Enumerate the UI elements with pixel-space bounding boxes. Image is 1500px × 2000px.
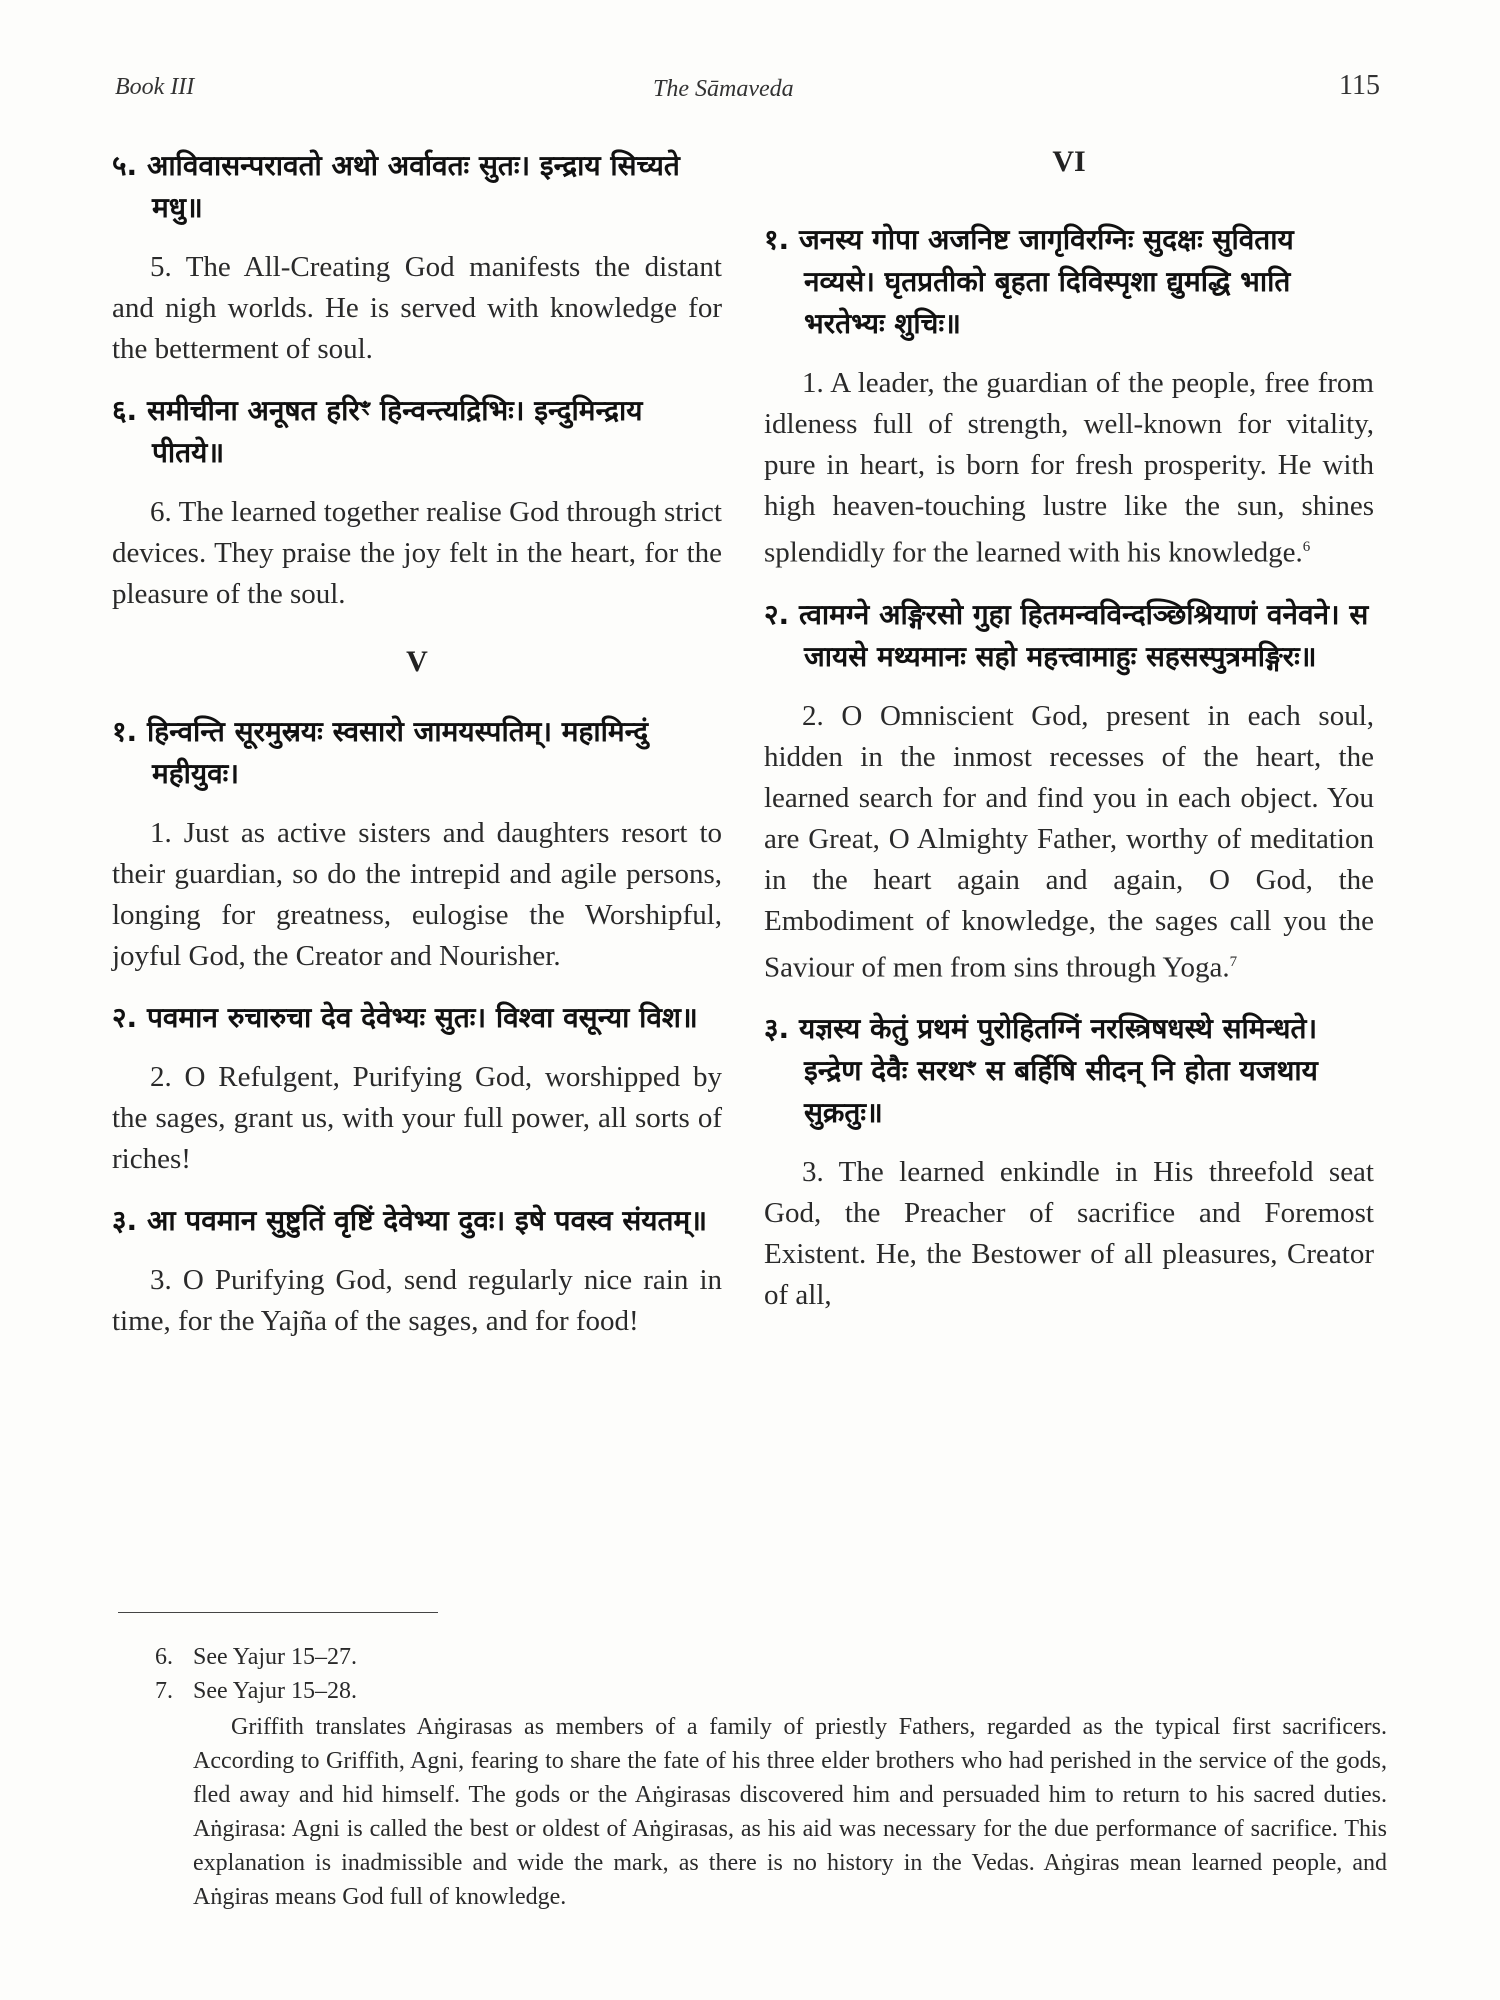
footnotes [155,1640,1387,1914]
right-column [764,145,1374,1336]
section-vi-verse-1-sanskrit: १. जनस्य गोपा अजनिष्ट जागृविरग्निः सुदक्षः सुविताय नव्यसे। घृतप्रतीको बृहता दिविस्पृशा द्युमद्धि भाति भरतेभ्यः शुचिः॥ [764,223,1294,340]
running-title: The Sāmaveda [653,76,794,102]
footnote-text: See Yajur 15–28. [193,1678,358,1704]
verse-text: 1. A leader, the guardian of the people, free from idleness full of strength, well-known for vitality, pure in heart, is born for fresh prosperity. He with high heaven-touching lustre like the sun, shines splendidly for the learned with his knowledge. [764,367,1374,569]
section-v-verse-3-translation: 3. O Purifying God, send regularly nice rain in time, for the Yajña of the sages, and for food! [112,1264,722,1337]
section-vi-verse-1-translation [764,363,1374,574]
footnote-number: 6. [155,1644,173,1670]
footnote-6 [155,1640,1387,1674]
section-vi-verse-3-translation: 3. The learned enkindle in His threefold seat God, the Preacher of sacrifice and Foremost Existent. He, the Bestower of all pleasures, Creator of all, [764,1156,1374,1312]
verse-5-sanskrit: ५. आविवासन्परावतो अथो अर्वावतः सुतः। इन्द्राय सिच्यते मधु॥ [112,149,680,224]
verse-6-translation: 6. The learned together realise God through strict devices. They praise the joy felt in the heart, for the pleasure of the soul. [112,496,722,610]
section-v-verse-1-translation: 1. Just as active sisters and daughters resort to their guardian, so do the intrepid and agile persons, longing for greatness, eulogise the Worshipful, joyful God, the Creator and Nourisher. [112,817,722,972]
section-heading-v: V [406,645,428,678]
section-vi-verse-2-translation [764,696,1374,989]
footnote-divider [118,1612,438,1613]
footnote-ref-7: 7 [1229,953,1238,970]
footnote-number: 7. [155,1678,173,1704]
section-v-verse-2-sanskrit: २. पवमान रुचारुचा देव देवेभ्यः सुतः। विश्वा वसून्या विश॥ [112,1001,698,1034]
left-column [112,145,722,1362]
section-vi-verse-2-sanskrit: २. त्वामग्ने अङ्गिरसो गुहा हितमन्वविन्दञ्छिश्रियाणं वनेवने। स जायसे मथ्यमानः सहो महत्त्वामाहुः सहसस्पुत्रमङ्गिरः॥ [764,597,1369,673]
section-v-verse-3-sanskrit: ३. आ पवमान सुष्टुतिं वृष्टिं देवेभ्या दुवः। इषे पवस्व संयतम्॥ [112,1204,708,1237]
footnote-7-paragraph: Griffith translates Aṅgirasas as members of a family of priestly Fathers, regarded as the typical first sacrificers. According to Griffith, Agni, fearing to share the fate of his three elder brothers who had perished in the service of the gods, fled away and hid himself. The gods or the Aṅgirasas discovered him and persuaded him to return to his sacred duties. Aṅgirasa: Agni is called the best or oldest of Aṅgirasas, as his aid was necessary for the due performance of sacrifice. This explanation is inadmissible and wide the mark, as there is no history in the Vedas. Aṅgiras mean learned people, and Aṅgiras means God full of knowledge. [193,1714,1387,1910]
verse-text: 2. O Omniscient God, present in each soul, hidden in the inmost recesses of the heart, the learned search for and find you in each object. You are Great, O Almighty Father, worthy of meditation in the heart again and again, O God, the Embodiment of knowledge, the sages call you the Saviour of men from sins through Yoga. [764,699,1374,984]
section-v-verse-2-translation: 2. O Refulgent, Purifying God, worshipped by the sages, grant us, with your full power, all sorts of riches! [112,1061,722,1175]
page-number: 115 [1339,70,1380,101]
verse-6-sanskrit: ६. समीचीना अनूषत हरिꣳ हिन्वन्त्यद्रिभिः। इन्दुमिन्द्राय पीतये॥ [112,394,643,469]
footnote-text: See Yajur 15–27. [193,1644,358,1670]
verse-5-translation: 5. The All-Creating God manifests the distant and nigh worlds. He is served with knowledge for the betterment of soul. [112,251,722,365]
section-vi-verse-3-sanskrit: ३. यज्ञस्य केतुं प्रथमं पुरोहितग्निं नरस्त्रिषधस्थे समिन्धते। इन्द्रेण देवैः सरथꣳ स बर्हिषि सीदन् नि होता यजथाय सुक्रतुः॥ [764,1012,1318,1130]
footnote-7 [155,1674,1387,1708]
section-v-verse-1-sanskrit: १. हिन्वन्ति सूरमुस्रयः स्वसारो जामयस्पतिम्। महामिन्दुं महीयुवः। [112,715,649,790]
book-label: Book III [115,74,195,100]
footnote-ref-6: 6 [1302,539,1311,555]
section-heading-vi: VI [1052,145,1086,178]
page-header [115,70,1380,114]
